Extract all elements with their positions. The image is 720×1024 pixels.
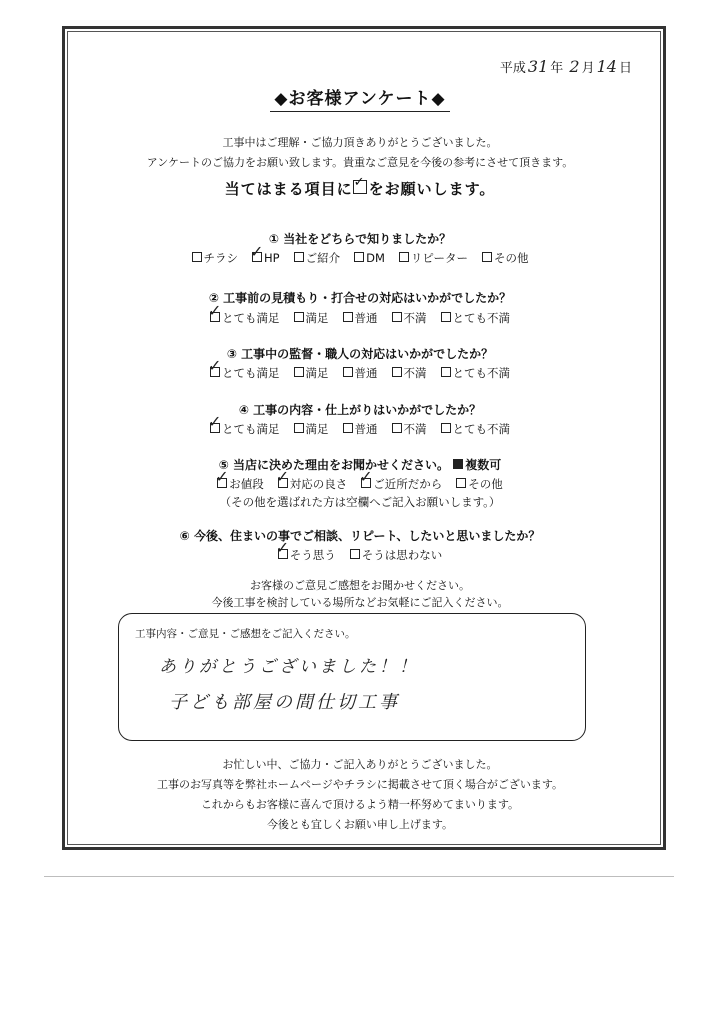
- question-3-options: [0, 356, 720, 381]
- check-mark-icon: ✓: [275, 538, 290, 557]
- survey-date: [500, 57, 632, 76]
- question-1: ① 当社をどちらで知りましたか？: [268, 232, 452, 246]
- q4-option-very-dissatisfied[interactable]: とても不満: [441, 421, 511, 437]
- instruction-after: をお願いします。: [368, 180, 496, 198]
- checkbox-icon[interactable]: [399, 252, 409, 262]
- question-3: ③ 工事中の監督・職人の対応はいかがでしたか？: [226, 347, 494, 361]
- q1-option-dm[interactable]: DM: [354, 251, 385, 265]
- q5-option-service[interactable]: ✓ 対応の良さ: [275, 467, 348, 491]
- check-mark-icon: ✓: [250, 242, 264, 261]
- q1-option-flyer[interactable]: チラシ: [192, 250, 239, 266]
- date-era: 平成: [499, 61, 526, 76]
- check-mark-icon: ✓: [353, 175, 366, 190]
- checkbox-icon[interactable]: [343, 423, 353, 433]
- q1-option-referral[interactable]: ご紹介: [294, 250, 341, 266]
- question-5-note: （その他を選ばれた方は空欄へご記入お願いします。）: [219, 495, 501, 509]
- q5-option-price[interactable]: ✓ お値段: [215, 467, 264, 491]
- multi-select-label: 複数可: [465, 458, 502, 472]
- question-6: ⑥ 今後、住まいの事でご相談、リピート、したいと思いましたか？: [179, 529, 541, 543]
- q3-option-dissatisfied[interactable]: 不満: [392, 365, 427, 381]
- closing-line-2: 工事のお写真等を弊社ホームページやチラシに掲載させて頂く場合がございます。: [157, 778, 563, 791]
- question-5-text: ⑤ 当店に決めた理由をお聞かせください。: [218, 458, 450, 472]
- date-month: 2: [569, 57, 580, 76]
- question-2: ② 工事前の見積もり・打合せの対応はいかがでしたか？: [208, 291, 512, 305]
- question-4: ④ 工事の内容・仕上がりはいかがでしたか？: [238, 403, 482, 417]
- q5-option-other[interactable]: その他: [456, 476, 503, 492]
- q5-option-nearby[interactable]: ✓ ご近所だから: [359, 467, 443, 491]
- check-mark-icon: ✓: [208, 356, 222, 375]
- checkbox-icon[interactable]: [392, 312, 402, 322]
- comment-label: 工事内容・ご意見・ご感想をご記入ください。: [135, 628, 356, 640]
- checkbox-icon[interactable]: [392, 367, 402, 377]
- check-mark-icon: ✓: [215, 467, 229, 486]
- check-mark-icon: ✓: [208, 301, 222, 320]
- date-day: 14: [596, 57, 617, 76]
- date-year-unit: 年: [550, 61, 564, 76]
- question-1-options: [0, 242, 720, 266]
- q4-option-average[interactable]: 普通: [343, 421, 378, 437]
- intro-line-2: アンケートのご協力をお願い致します。貴重なご意見を今後の参考にさせて頂きます。: [146, 156, 574, 169]
- checkbox-icon: [353, 175, 367, 194]
- closing-line-4: 今後とも宜しくお願い申し上げます。: [266, 818, 454, 831]
- q3-option-very-satisfied[interactable]: ✓ とても満足: [208, 356, 280, 380]
- q2-option-average[interactable]: 普通: [343, 310, 378, 326]
- question-5-options: [0, 467, 720, 492]
- closing-line-1: お忙しい中、ご協力・ご記入ありがとうございました。: [222, 758, 498, 771]
- checkbox-icon[interactable]: [294, 312, 304, 322]
- question-6-options: [0, 538, 720, 563]
- date-day-unit: 日: [618, 61, 632, 76]
- q2-option-very-satisfied[interactable]: ✓ とても満足: [208, 301, 280, 325]
- closing-line-3: これからもお客様に喜んで頂けるよう精一杯努めてまいります。: [200, 798, 520, 811]
- checkbox-icon[interactable]: [343, 312, 353, 322]
- comment-line-2: 子ども部屋の間仕切工事: [169, 692, 400, 713]
- checkbox-icon[interactable]: [354, 252, 364, 262]
- checkbox-icon[interactable]: [441, 312, 451, 322]
- question-4-options: [0, 412, 720, 437]
- question-2-options: [0, 301, 720, 326]
- q6-option-no[interactable]: そうは思わない: [350, 547, 443, 563]
- instruction-before: 当てはまる項目に: [224, 180, 353, 198]
- q4-option-dissatisfied[interactable]: 不満: [392, 421, 427, 437]
- checkbox-icon[interactable]: [350, 549, 360, 559]
- q2-option-very-dissatisfied[interactable]: とても不満: [441, 310, 511, 326]
- checkbox-icon[interactable]: [456, 478, 466, 488]
- date-year: 31: [527, 57, 549, 76]
- checkbox-icon[interactable]: [294, 367, 304, 377]
- checkbox-icon[interactable]: [294, 252, 304, 262]
- checkbox-icon[interactable]: [343, 367, 353, 377]
- checkbox-icon[interactable]: [441, 423, 451, 433]
- q1-option-other[interactable]: その他: [482, 250, 529, 266]
- page-title: [0, 84, 720, 112]
- comment-line-1: ありがとうございました！！: [159, 657, 419, 677]
- instruction: [0, 175, 720, 199]
- intro-line-1: 工事中はご理解・ご協力頂きありがとうございました。: [222, 136, 498, 149]
- check-mark-icon: ✓: [359, 467, 373, 486]
- comment-box[interactable]: [118, 613, 586, 741]
- q4-option-very-satisfied[interactable]: ✓ とても満足: [208, 412, 280, 436]
- q3-option-very-dissatisfied[interactable]: とても不満: [441, 365, 511, 381]
- q3-option-average[interactable]: 普通: [343, 365, 378, 381]
- q2-option-satisfied[interactable]: 満足: [294, 310, 329, 326]
- check-mark-icon: ✓: [208, 412, 222, 431]
- checkbox-icon: [453, 459, 463, 469]
- q3-option-satisfied[interactable]: 満足: [294, 365, 329, 381]
- checkbox-icon[interactable]: [392, 423, 402, 433]
- q6-option-yes[interactable]: ✓ そう思う: [275, 538, 336, 562]
- feedback-request-2: 今後工事を検討している場所などお気軽にご記入ください。: [211, 596, 509, 609]
- checkbox-icon[interactable]: [294, 423, 304, 433]
- q4-option-satisfied[interactable]: 満足: [294, 421, 329, 437]
- feedback-request-1: お客様のご意見ご感想をお聞かせください。: [250, 579, 470, 592]
- check-mark-icon: ✓: [275, 467, 290, 486]
- checkbox-icon[interactable]: [482, 252, 492, 262]
- q1-option-repeater[interactable]: リピーター: [399, 250, 468, 266]
- checkbox-icon[interactable]: [192, 252, 202, 262]
- title-text: ◆お客様アンケート◆: [270, 84, 449, 112]
- q2-option-dissatisfied[interactable]: 不満: [392, 310, 427, 326]
- date-month-unit: 月: [581, 61, 595, 76]
- q1-option-hp[interactable]: ✓ HP: [250, 242, 280, 265]
- checkbox-icon[interactable]: [441, 367, 451, 377]
